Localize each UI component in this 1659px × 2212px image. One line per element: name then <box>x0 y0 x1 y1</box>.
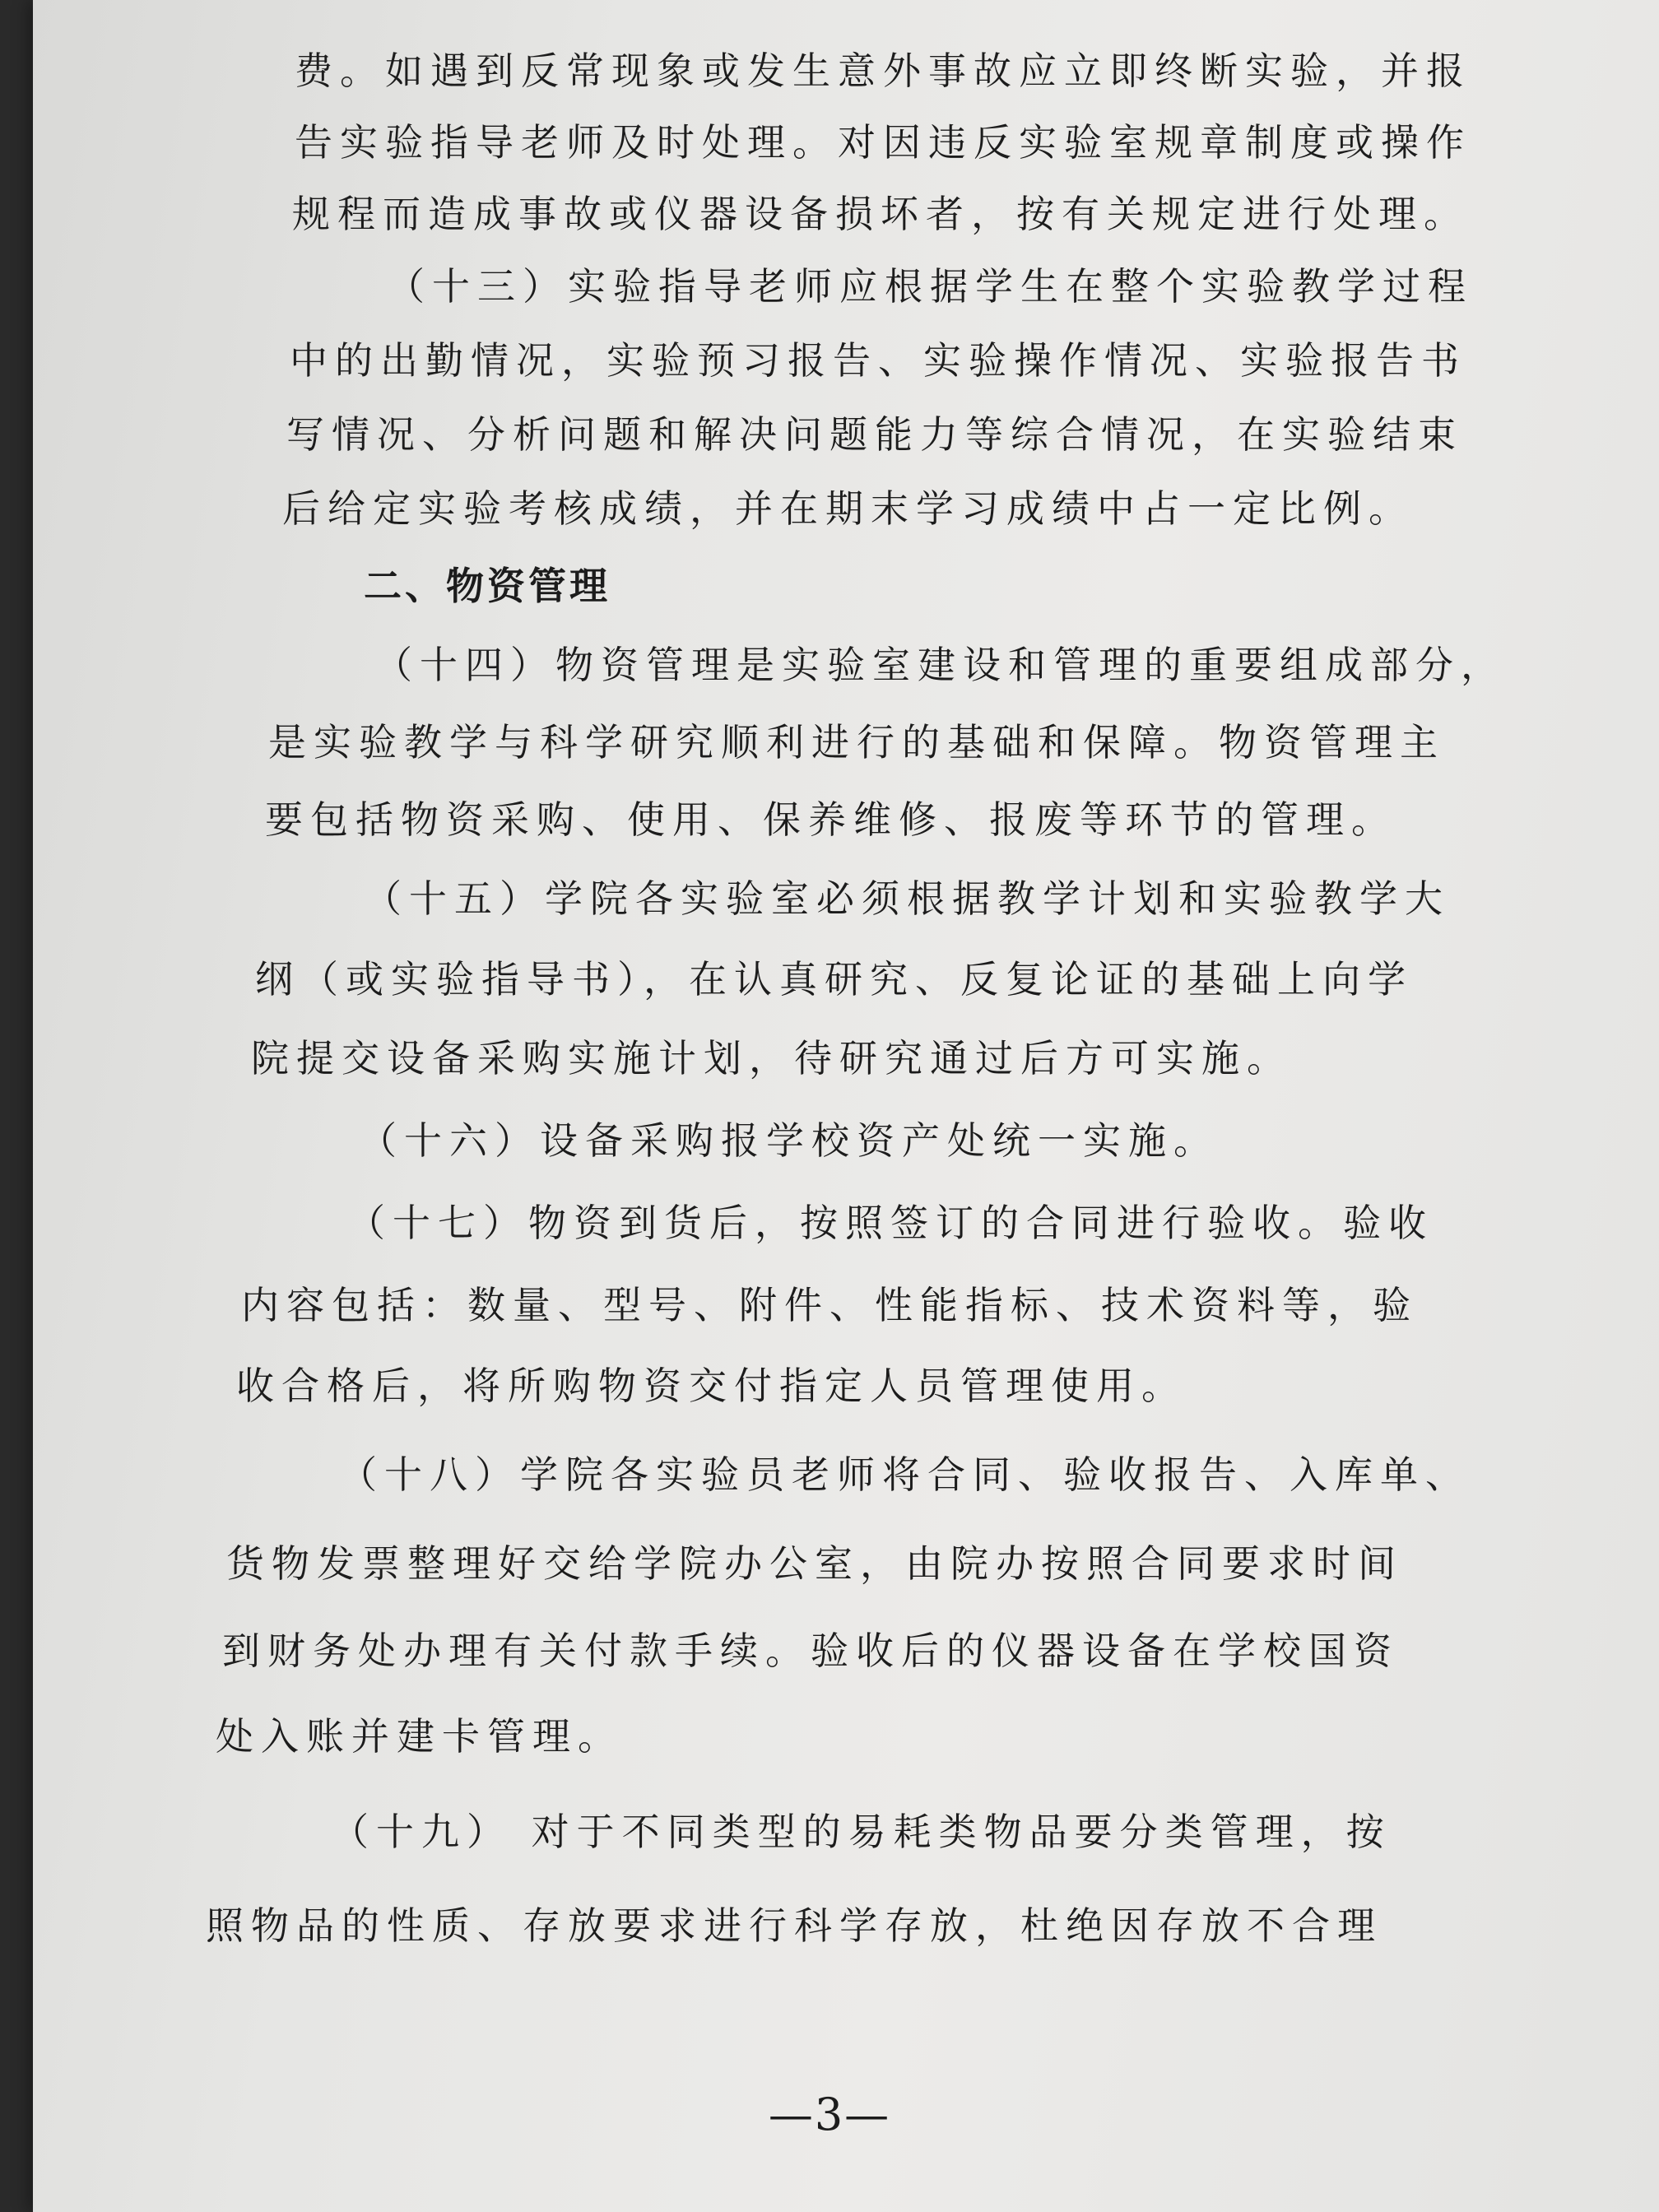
document-page <box>33 0 1659 2212</box>
text-line: 规程而造成事故或仪器设备损坏者，按有关规定进行处理。 <box>292 192 1469 236</box>
text-line: （十四）物资管理是实验室建设和管理的重要组成部分， <box>374 643 1506 687</box>
text-line: 要包括物资采购、使用、保养维修、报废等环节的管理。 <box>265 797 1396 842</box>
text-line: 中的出勤情况，实验预习报告、实验操作情况、实验报告书 <box>290 338 1466 383</box>
text-line: 纲（或实验指导书），在认真研究、反复论证的基础上向学 <box>255 957 1413 1001</box>
text-line: 院提交设备采购实施计划，待研究通过后方可实施。 <box>251 1036 1292 1080</box>
text-line: 处入账并建卡管理。 <box>216 1714 623 1759</box>
page-number: —3— <box>768 2089 891 2140</box>
text-line: 是实验教学与科学研究顺利进行的基础和保障。物资管理主 <box>268 720 1445 764</box>
text-line: （十六）设备采购报学校资产处统一实施。 <box>359 1118 1219 1163</box>
text-line: （十七）物资到货后，按照签订的合同进行验收。验收 <box>347 1201 1434 1245</box>
text-line: （十九） 对于不同类型的易耗类物品要分类管理，按 <box>331 1810 1392 1854</box>
text-line: 费。如遇到反常现象或发生意外事故应立即终断实验，并报 <box>295 49 1471 93</box>
text-line: 货物发票整理好交给学院办公室，由院办按照合同要求时间 <box>226 1541 1403 1586</box>
text-line: 照物品的性质、存放要求进行科学存放，杜绝因存放不合理 <box>206 1903 1382 1948</box>
text-line: 到财务处办理有关付款手续。验收后的仪器设备在学校国资 <box>222 1629 1399 1673</box>
text-line: （十三）实验指导老师应根据学生在整个实验教学过程 <box>387 264 1473 309</box>
text-line: （十八）学院各实验员老师将合同、验收报告、入库单、 <box>339 1452 1471 1497</box>
text-line: 收合格后，将所购物资交付指定人员管理使用。 <box>236 1364 1187 1408</box>
section-heading: 二、物资管理 <box>364 564 611 608</box>
text-line: 后给定实验考核成绩，并在期末学习成绩中占一定比例。 <box>282 486 1414 531</box>
text-line: 告实验指导老师及时处理。对因违反实验室规章制度或操作 <box>295 120 1471 165</box>
text-line: 写情况、分析问题和解决问题能力等综合情况，在实验结束 <box>286 412 1463 457</box>
text-line: （十五）学院各实验室必须根据教学计划和实验教学大 <box>364 876 1450 921</box>
text-line: 内容包括：数量、型号、附件、性能指标、技术资料等，验 <box>241 1283 1418 1327</box>
